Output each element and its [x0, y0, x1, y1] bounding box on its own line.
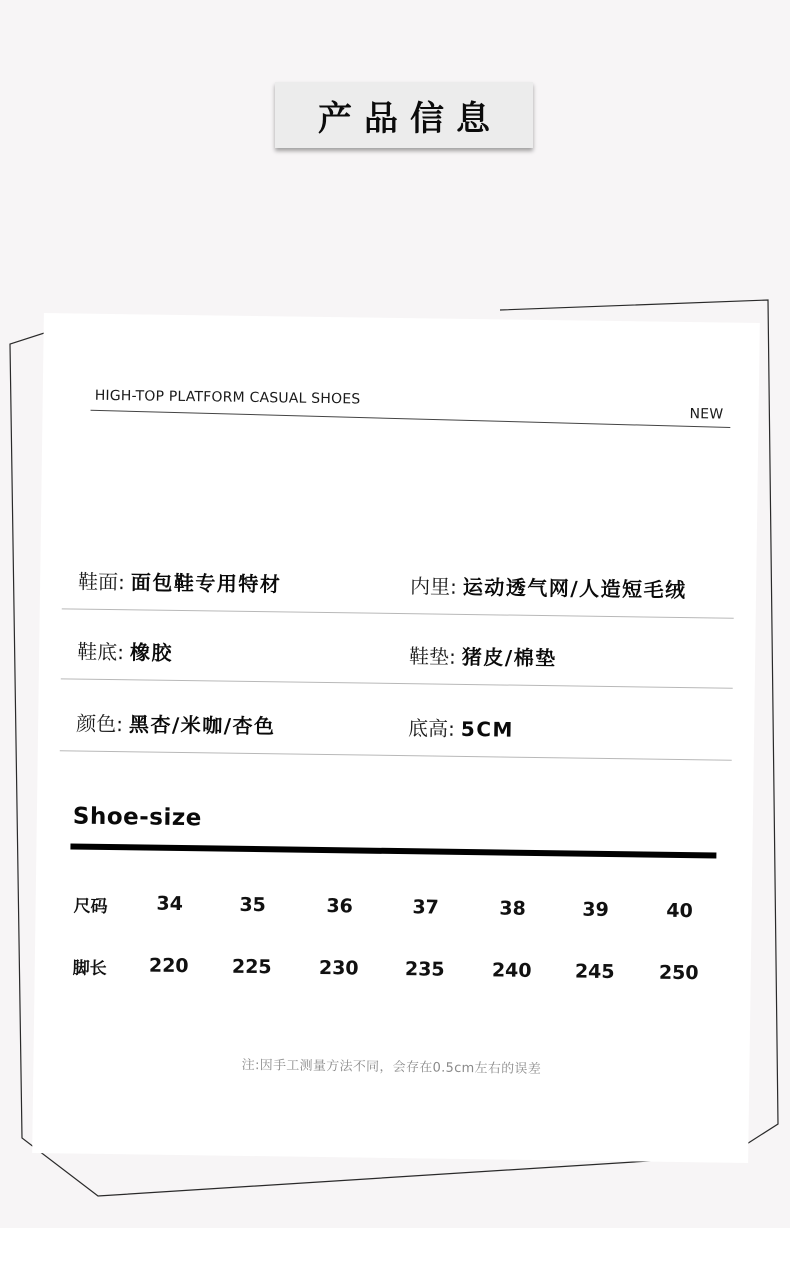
spec-item-color: 颜色 : 黑杏/米咖/杏色 [76, 708, 276, 740]
size-section-title: Shoe-size [72, 803, 202, 832]
spec-row [61, 619, 734, 688]
size-cell: 38 [499, 897, 526, 920]
size-cell: 35 [239, 893, 267, 917]
spec-item-upper: 鞋面 : 面包鞋专用特材 [78, 566, 282, 598]
product-info-card [32, 313, 760, 1163]
size-cell: 40 [666, 899, 693, 923]
size-cell: 245 [574, 960, 615, 984]
size-row-label: 脚长 [72, 958, 107, 979]
spec-label: 底高 [407, 716, 449, 741]
spec-row [62, 549, 735, 618]
size-cell: 225 [231, 955, 272, 979]
size-cell: 37 [412, 896, 440, 919]
spec-label: 颜色 [76, 711, 117, 737]
size-cell: 39 [582, 898, 609, 921]
measurement-note: 注:因手工测量方法不同，会存在0.5cm左右的误差 [241, 1057, 542, 1078]
spec-value: 橡胶 [129, 640, 174, 665]
row-divider [61, 678, 733, 688]
size-table [70, 885, 710, 985]
spec-value: 运动透气网/人造短毛绒 [462, 574, 687, 603]
spec-value: 黑杏/米咖/杏色 [128, 712, 276, 739]
size-cell: 240 [491, 959, 532, 982]
spec-item-heel-height: 底高 : 5CM [408, 712, 514, 742]
row-divider [60, 750, 732, 760]
size-row [68, 947, 708, 996]
new-tag: NEW [689, 406, 724, 423]
size-cell: 250 [658, 961, 699, 985]
spec-item-insole: 鞋垫 : 猪皮/棉垫 [409, 640, 557, 671]
spec-item-sole: 鞋底 : 橡胶 [77, 636, 173, 666]
spec-item-lining: 内里 : 运动透气网/人造短毛绒 [410, 570, 687, 603]
size-cell: 36 [326, 895, 354, 918]
spec-row [60, 691, 733, 760]
row-divider [62, 608, 734, 618]
size-row [69, 885, 709, 934]
size-cell: 34 [156, 892, 184, 916]
size-cell: 235 [404, 958, 445, 981]
spec-label: 鞋底 [77, 639, 118, 665]
product-title: HIGH-TOP PLATFORM CASUAL SHOES [94, 387, 361, 408]
section-title: 产品信息 [318, 98, 502, 139]
spec-label: 内里 [409, 574, 451, 599]
size-cell: 230 [318, 956, 359, 980]
spec-value: 面包鞋专用特材 [130, 570, 282, 597]
spec-value: 猪皮/棉垫 [461, 644, 557, 671]
spec-label: 鞋面 [77, 569, 119, 595]
header-divider [91, 410, 731, 428]
size-section-bar [70, 843, 716, 858]
spec-value: 5CM [460, 716, 515, 742]
spec-label: 鞋垫 [408, 644, 450, 669]
size-cell: 220 [148, 954, 189, 978]
size-row-label: 尺码 [73, 896, 108, 917]
